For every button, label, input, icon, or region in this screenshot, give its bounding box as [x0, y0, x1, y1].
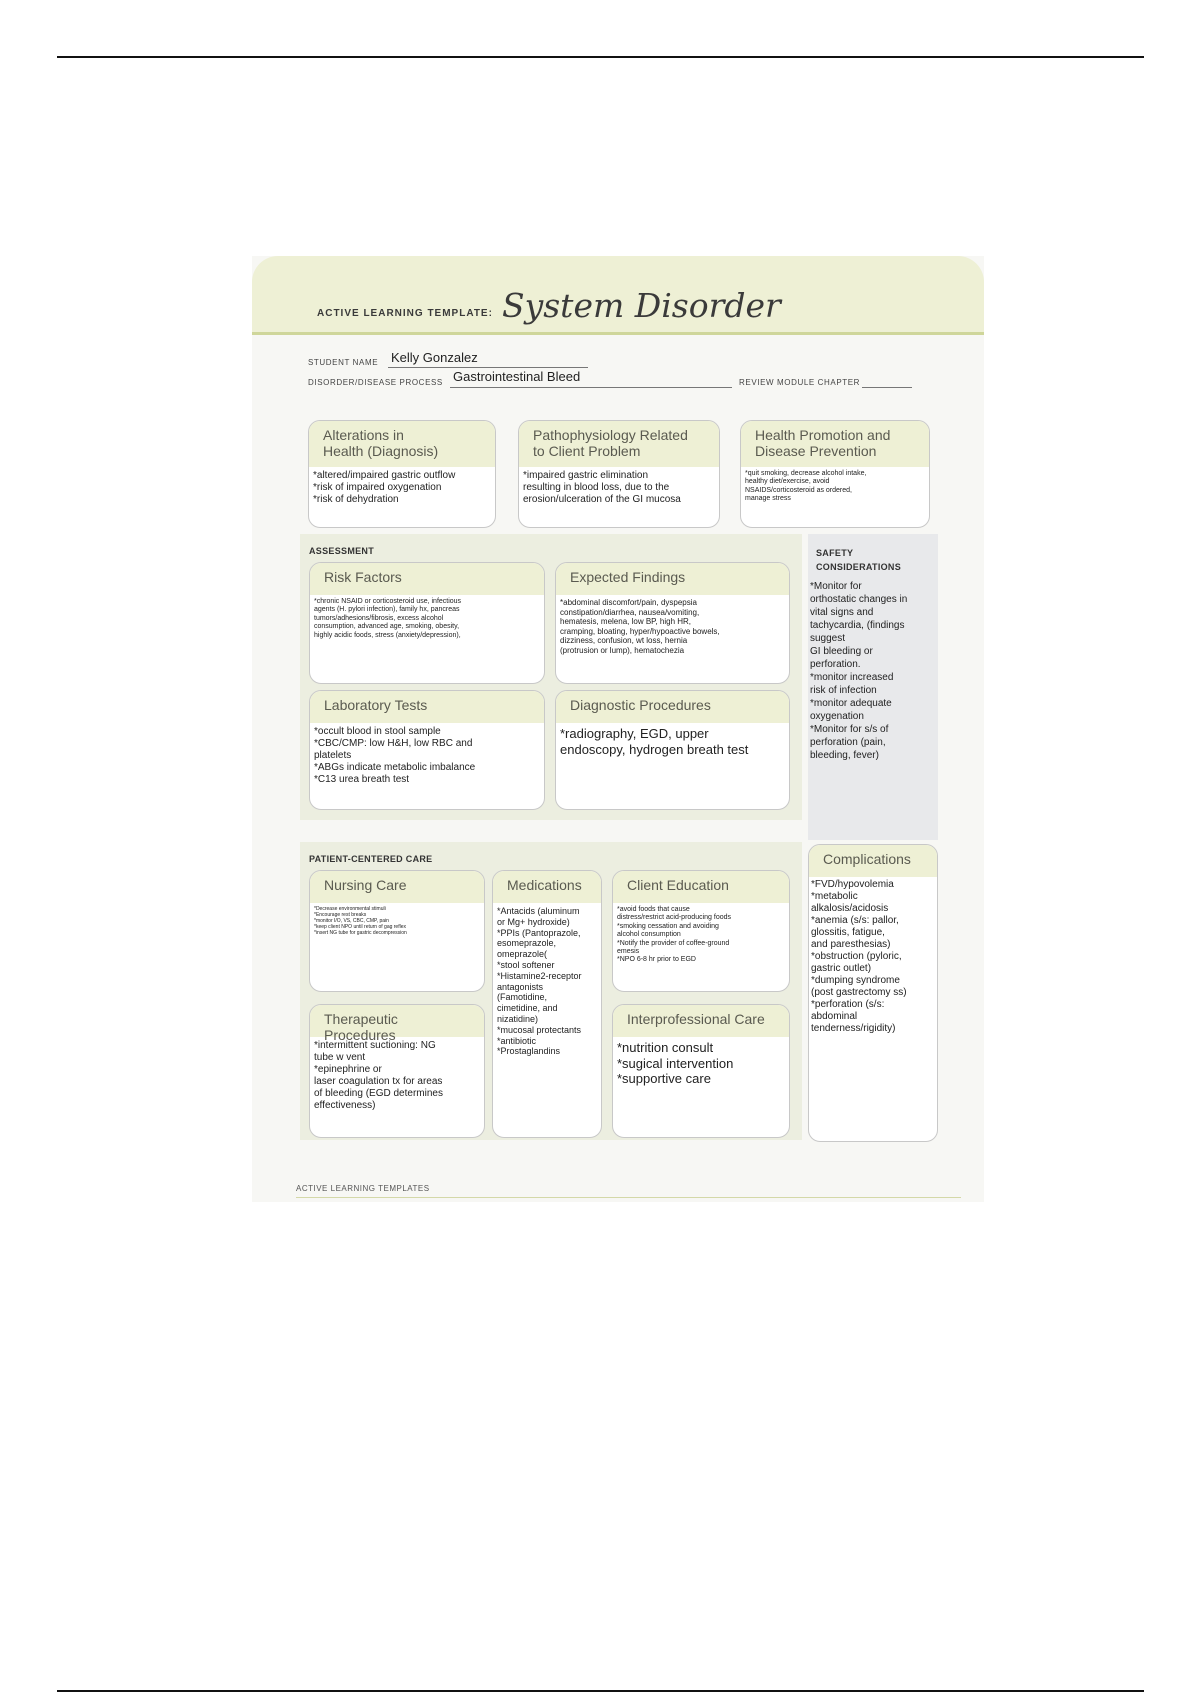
risk-factors-body: *chronic NSAID or corticosteroid use, infectious agents (H. pylori infection), family hx, pancreas tumors/adhesions/fibrosis, excess alcohol consumption, advanced age, smoking, obesity, highly acidic foods, stress (anxiety/depression),	[314, 598, 462, 639]
patient-care-title: PATIENT-CENTERED CARE	[309, 854, 433, 864]
alterations-box	[308, 420, 496, 528]
therapeutic-procedures-box	[309, 1004, 485, 1138]
student-name-label: STUDENT NAME	[308, 358, 379, 367]
risk-factors-box	[309, 562, 545, 684]
health-promotion-box	[740, 420, 930, 528]
medications-title: Medications	[493, 871, 601, 903]
client-education-title: Client Education	[613, 871, 789, 903]
top-rule	[57, 56, 1144, 58]
therapeutic-procedures-body: *intermittent suctioning: NG tube w vent *epinephrine or laser coagulation tx for areas of bleeding (EGD determines effectiveness)	[314, 1040, 443, 1111]
interprofessional-care-title: Interprofessional Care	[613, 1005, 789, 1037]
health-promotion-body: *quit smoking, decrease alcohol intake, healthy diet/exercise, avoid NSAIDS/corticosteroid as ordered, manage stress	[745, 470, 867, 503]
template-sheet	[252, 256, 984, 1202]
nursing-care-box	[309, 870, 485, 992]
expected-findings-body: *abdominal discomfort/pain, dyspepsia constipation/diarrhea, nausea/vomiting, hematesis, melena, low BP, high HR, cramping, bloating, hyper/hypoactive bowels, dizziness, confusion, wt loss, hernia (protrusion or lump), hematochezia	[560, 598, 720, 655]
safety-body: *Monitor for orthostatic changes in vital signs and tachycardia, (findings suggest GI bleeding or perforation. *monitor increased risk of infection *monitor adequate oxygenation *Monitor for s/s of perforation (pain, bleeding, fever)	[810, 581, 908, 761]
nursing-care-body: *Decrease environmental stimuli *Encourage rest breaks *monitor I/O, VS, CBC, CMP, pain *keep client NPO until return of gag reflex *insert NG tube for gastric decompression	[314, 906, 407, 936]
review-module-label: REVIEW MODULE CHAPTER	[739, 378, 861, 387]
diagnostic-procedures-body: *radiography, EGD, upper endoscopy, hydrogen breath test	[560, 726, 749, 757]
interprofessional-care-body: *nutrition consult *sugical intervention *supportive care	[617, 1040, 734, 1087]
diagnostic-procedures-box	[555, 690, 790, 810]
expected-findings-title: Expected Findings	[556, 563, 789, 595]
client-education-body: *avoid foods that cause distress/restrict acid-producing foods *smoking cessation and avoiding alcohol consumption *Notify the provider of coffee-ground emesis *NPO 6-8 hr prior to EGD	[617, 906, 731, 964]
alterations-title: Alterations in Health (Diagnosis)	[309, 421, 495, 467]
assessment-title: ASSESSMENT	[309, 546, 375, 556]
complications-title: Complications	[809, 845, 937, 877]
medications-body: *Antacids (aluminum or Mg+ hydroxide) *PPIs (Pantoprazole, esomeprazole, omeprazole( *stool softener *Histamine2-receptor antagonists (Famotidine, cimetidine, and nizatidine) *mucosal protectants *antibiotic *Prostaglandins	[497, 906, 582, 1057]
review-module-underline	[862, 387, 912, 388]
bottom-rule	[57, 1690, 1144, 1692]
health-promotion-title: Health Promotion and Disease Prevention	[741, 421, 929, 467]
therapeutic-procedures-title: Therapeutic Procedures	[310, 1005, 484, 1037]
laboratory-tests-box	[309, 690, 545, 810]
template-label: ACTIVE LEARNING TEMPLATE:	[317, 308, 493, 319]
pathophysiology-box	[518, 420, 720, 528]
footer-line	[296, 1197, 961, 1198]
nursing-care-title: Nursing Care	[310, 871, 484, 903]
complications-body: *FVD/hypovolemia *metabolic alkalosis/acidosis *anemia (s/s: pallor, glossitis, fatigue, and paresthesias) *obstruction (pyloric, gastric outlet) *dumping syndrome (post gastrectomy ss) *perforation (s/s: abdominal tenderness/rigidity)	[811, 879, 907, 1034]
risk-factors-title: Risk Factors	[310, 563, 544, 595]
interprofessional-care-box	[612, 1004, 790, 1138]
disorder-value: Gastrointestinal Bleed	[453, 369, 581, 384]
template-title: System Disorder	[502, 286, 781, 325]
disorder-underline	[450, 387, 732, 388]
laboratory-tests-title: Laboratory Tests	[310, 691, 544, 723]
disorder-label: DISORDER/DISEASE PROCESS	[308, 378, 443, 387]
student-name-value: Kelly Gonzalez	[391, 350, 478, 365]
alterations-body: *altered/impaired gastric outflow *risk of impaired oxygenation *risk of dehydration	[313, 470, 456, 505]
client-education-box	[612, 870, 790, 992]
medications-box	[492, 870, 602, 1138]
pathophysiology-title: Pathophysiology Related to Client Problem	[519, 421, 719, 467]
expected-findings-box	[555, 562, 790, 684]
template-header	[252, 256, 984, 335]
laboratory-tests-body: *occult blood in stool sample *CBC/CMP: low H&H, low RBC and platelets *ABGs indicate metabolic imbalance *C13 urea breath test	[314, 726, 476, 785]
pathophysiology-body: *impaired gastric elimination resulting in blood loss, due to the erosion/ulceration of the GI mucosa	[523, 470, 681, 505]
safety-title: SAFETY CONSIDERATIONS	[816, 548, 902, 572]
diagnostic-procedures-title: Diagnostic Procedures	[556, 691, 789, 723]
footer-label: ACTIVE LEARNING TEMPLATES	[296, 1184, 430, 1193]
complications-box	[808, 844, 938, 1142]
student-name-underline	[388, 367, 588, 368]
